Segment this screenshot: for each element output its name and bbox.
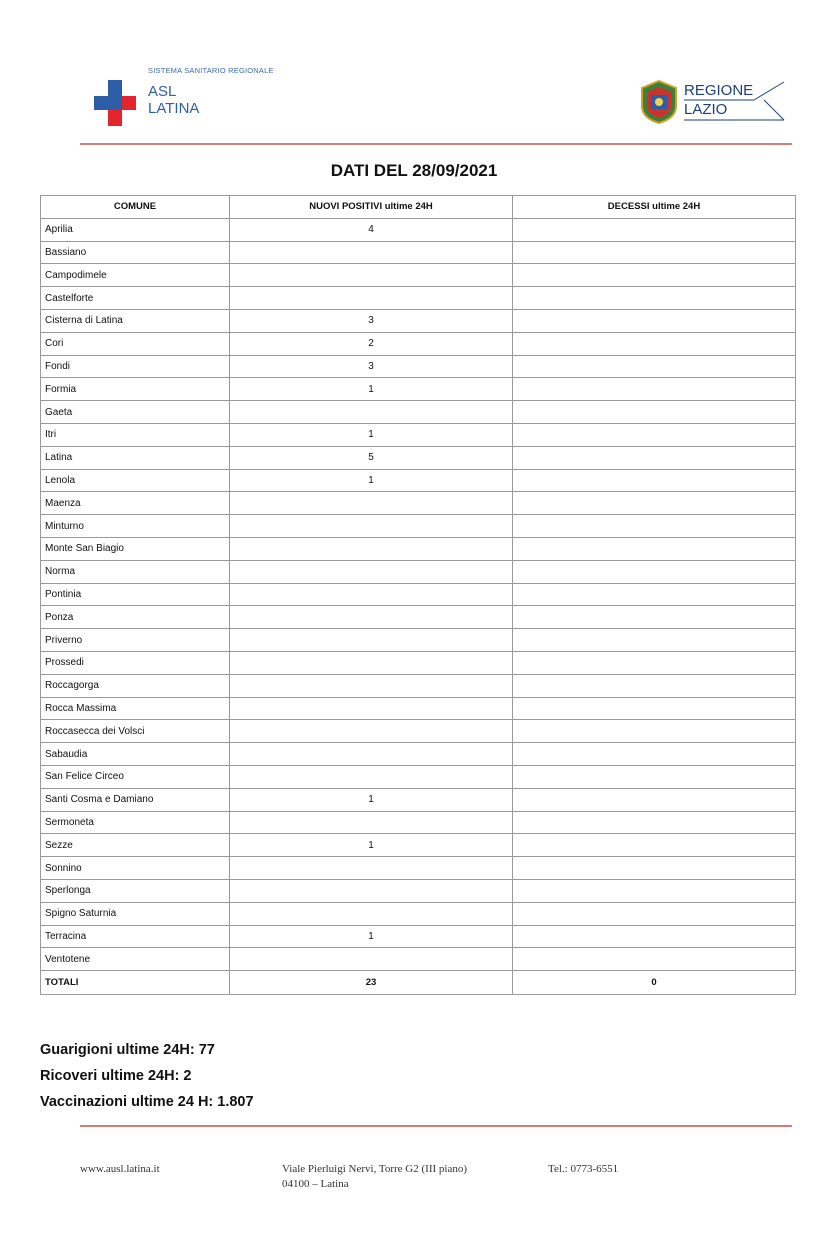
cell-nuovi-positivi xyxy=(230,515,513,538)
footer-divider xyxy=(80,1125,792,1127)
table-row xyxy=(41,241,796,264)
cell-nuovi-positivi: 3 xyxy=(230,355,513,378)
table-row xyxy=(41,720,796,743)
cell-decessi xyxy=(513,834,796,857)
cell-comune: Pontinia xyxy=(41,583,230,606)
cell-comune: Norma xyxy=(41,560,230,583)
cell-decessi xyxy=(513,629,796,652)
table-row xyxy=(41,583,796,606)
table-row xyxy=(41,537,796,560)
cell-decessi xyxy=(513,879,796,902)
cell-nuovi-positivi: 3 xyxy=(230,309,513,332)
cell-decessi xyxy=(513,583,796,606)
cell-comune: Minturno xyxy=(41,515,230,538)
regione-name-line2: LAZIO xyxy=(684,101,728,118)
cell-nuovi-positivi xyxy=(230,811,513,834)
cell-nuovi-positivi xyxy=(230,720,513,743)
vaccinazioni-summary: Vaccinazioni ultime 24 H: 1.807 xyxy=(40,1094,254,1110)
cell-decessi xyxy=(513,948,796,971)
cell-decessi xyxy=(513,515,796,538)
cell-comune: Itri xyxy=(41,423,230,446)
cell-comune: Sermoneta xyxy=(41,811,230,834)
cell-decessi xyxy=(513,492,796,515)
regione-lazio-logo xyxy=(640,80,790,126)
cell-comune: Roccasecca dei Volsci xyxy=(41,720,230,743)
document-title: DATI DEL 28/09/2021 xyxy=(330,161,498,180)
cell-nuovi-positivi xyxy=(230,765,513,788)
cell-decessi xyxy=(513,925,796,948)
cell-decessi xyxy=(513,743,796,766)
cell-decessi xyxy=(513,287,796,310)
table-row xyxy=(41,857,796,880)
cell-decessi xyxy=(513,264,796,287)
cell-nuovi-positivi xyxy=(230,879,513,902)
table-row xyxy=(41,925,796,948)
cell-comune: San Felice Circeo xyxy=(41,765,230,788)
cell-nuovi-positivi xyxy=(230,264,513,287)
table-body xyxy=(41,218,796,994)
table-row xyxy=(41,606,796,629)
cell-decessi xyxy=(513,218,796,241)
cell-comune: Latina xyxy=(41,446,230,469)
cell-nuovi-positivi xyxy=(230,560,513,583)
cell-decessi xyxy=(513,765,796,788)
table-row xyxy=(41,332,796,355)
table-row xyxy=(41,378,796,401)
cell-comune: Rocca Massima xyxy=(41,697,230,720)
cell-nuovi-positivi: 1 xyxy=(230,378,513,401)
cell-totali-label: TOTALI xyxy=(41,971,230,995)
asl-name-line2: LATINA xyxy=(148,100,200,117)
table-row xyxy=(41,834,796,857)
cell-nuovi-positivi: 4 xyxy=(230,218,513,241)
cell-nuovi-positivi: 1 xyxy=(230,788,513,811)
table-row xyxy=(41,515,796,538)
cell-nuovi-positivi xyxy=(230,401,513,424)
cell-totali-decessi: 0 xyxy=(513,971,796,995)
cell-nuovi-positivi: 1 xyxy=(230,834,513,857)
cell-comune: Fondi xyxy=(41,355,230,378)
table-row xyxy=(41,309,796,332)
table-row xyxy=(41,811,796,834)
cell-comune: Cisterna di Latina xyxy=(41,309,230,332)
table-header-row xyxy=(41,196,796,219)
cell-comune: Maenza xyxy=(41,492,230,515)
cell-nuovi-positivi: 1 xyxy=(230,925,513,948)
cell-nuovi-positivi: 5 xyxy=(230,446,513,469)
cell-decessi xyxy=(513,720,796,743)
cell-nuovi-positivi xyxy=(230,537,513,560)
cell-nuovi-positivi xyxy=(230,492,513,515)
footer-phone: Tel.: 0773-6551 xyxy=(548,1163,619,1175)
regione-name-line1: REGIONE xyxy=(684,82,754,99)
table-row xyxy=(41,651,796,674)
cell-comune: Monte San Biagio xyxy=(41,537,230,560)
table-row xyxy=(41,401,796,424)
cell-decessi xyxy=(513,857,796,880)
cell-decessi xyxy=(513,537,796,560)
header-comune: COMUNE xyxy=(41,196,230,219)
cell-comune: Sperlonga xyxy=(41,879,230,902)
cell-comune: Lenola xyxy=(41,469,230,492)
cell-nuovi-positivi xyxy=(230,651,513,674)
cell-comune: Prossedi xyxy=(41,651,230,674)
asl-cross-icon xyxy=(94,80,136,126)
table-row xyxy=(41,743,796,766)
cell-nuovi-positivi xyxy=(230,857,513,880)
cell-nuovi-positivi xyxy=(230,674,513,697)
cell-comune: Campodimele xyxy=(41,264,230,287)
table-row xyxy=(41,765,796,788)
cell-decessi xyxy=(513,674,796,697)
cell-nuovi-positivi xyxy=(230,583,513,606)
cell-decessi xyxy=(513,378,796,401)
cell-decessi xyxy=(513,355,796,378)
table-row xyxy=(41,469,796,492)
table-row xyxy=(41,287,796,310)
cell-comune: Ponza xyxy=(41,606,230,629)
cell-nuovi-positivi: 2 xyxy=(230,332,513,355)
cell-comune: Gaeta xyxy=(41,401,230,424)
table-row xyxy=(41,697,796,720)
cell-decessi xyxy=(513,697,796,720)
cell-comune: Cori xyxy=(41,332,230,355)
asl-system-label: SISTEMA SANITARIO REGIONALE xyxy=(148,66,274,75)
cell-comune: Sezze xyxy=(41,834,230,857)
cell-comune: Formia xyxy=(41,378,230,401)
cell-nuovi-positivi: 1 xyxy=(230,469,513,492)
cell-nuovi-positivi xyxy=(230,606,513,629)
table-row xyxy=(41,948,796,971)
cell-comune: Terracina xyxy=(41,925,230,948)
regione-lazio-emblem-icon xyxy=(640,80,678,124)
cell-nuovi-positivi xyxy=(230,697,513,720)
guarigioni-summary: Guarigioni ultime 24H: 77 xyxy=(40,1042,215,1058)
cell-comune: Sonnino xyxy=(41,857,230,880)
table-row xyxy=(41,218,796,241)
cell-nuovi-positivi: 1 xyxy=(230,423,513,446)
cell-nuovi-positivi xyxy=(230,241,513,264)
table-row xyxy=(41,560,796,583)
cell-comune: Sabaudia xyxy=(41,743,230,766)
cell-decessi xyxy=(513,332,796,355)
table-row xyxy=(41,629,796,652)
table-row xyxy=(41,902,796,925)
asl-latina-logo xyxy=(94,64,294,128)
cell-comune: Ventotene xyxy=(41,948,230,971)
cell-nuovi-positivi xyxy=(230,743,513,766)
table-row xyxy=(41,674,796,697)
ricoveri-summary: Ricoveri ultime 24H: 2 xyxy=(40,1068,192,1084)
cell-comune: Roccagorga xyxy=(41,674,230,697)
asl-name-line1: ASL xyxy=(148,83,177,100)
footer-address xyxy=(282,1162,467,1192)
cell-nuovi-positivi xyxy=(230,629,513,652)
header-nuovi-positivi: NUOVI POSITIVI ultime 24H xyxy=(230,196,513,219)
cell-decessi xyxy=(513,788,796,811)
cell-comune: Aprilia xyxy=(41,218,230,241)
header-decessi: DECESSI ultime 24H xyxy=(513,196,796,219)
table-row xyxy=(41,423,796,446)
cell-nuovi-positivi xyxy=(230,902,513,925)
cell-decessi xyxy=(513,241,796,264)
table-row xyxy=(41,492,796,515)
cell-decessi xyxy=(513,902,796,925)
cell-decessi xyxy=(513,606,796,629)
cell-decessi xyxy=(513,309,796,332)
cell-decessi xyxy=(513,469,796,492)
totals-row xyxy=(41,971,796,995)
cell-nuovi-positivi xyxy=(230,287,513,310)
cell-comune: Santi Cosma e Damiano xyxy=(41,788,230,811)
cell-decessi xyxy=(513,560,796,583)
cell-totali-positivi: 23 xyxy=(230,971,513,995)
cell-decessi xyxy=(513,423,796,446)
cell-decessi xyxy=(513,651,796,674)
cell-comune: Bassiano xyxy=(41,241,230,264)
comuni-table xyxy=(40,195,796,995)
cell-comune: Castelforte xyxy=(41,287,230,310)
cell-comune: Spigno Saturnia xyxy=(41,902,230,925)
header-divider xyxy=(80,143,792,145)
footer-address-line2: 04100 – Latina xyxy=(282,1178,349,1190)
cell-decessi xyxy=(513,401,796,424)
footer-address-line1: Viale Pierluigi Nervi, Torre G2 (III piano) xyxy=(282,1163,468,1175)
table-row xyxy=(41,446,796,469)
cell-decessi xyxy=(513,446,796,469)
cell-decessi xyxy=(513,811,796,834)
table-row xyxy=(41,355,796,378)
cell-nuovi-positivi xyxy=(230,948,513,971)
cell-comune: Priverno xyxy=(41,629,230,652)
table-row xyxy=(41,788,796,811)
table-row xyxy=(41,264,796,287)
footer-website: www.ausl.latina.it xyxy=(80,1163,160,1175)
table-row xyxy=(41,879,796,902)
